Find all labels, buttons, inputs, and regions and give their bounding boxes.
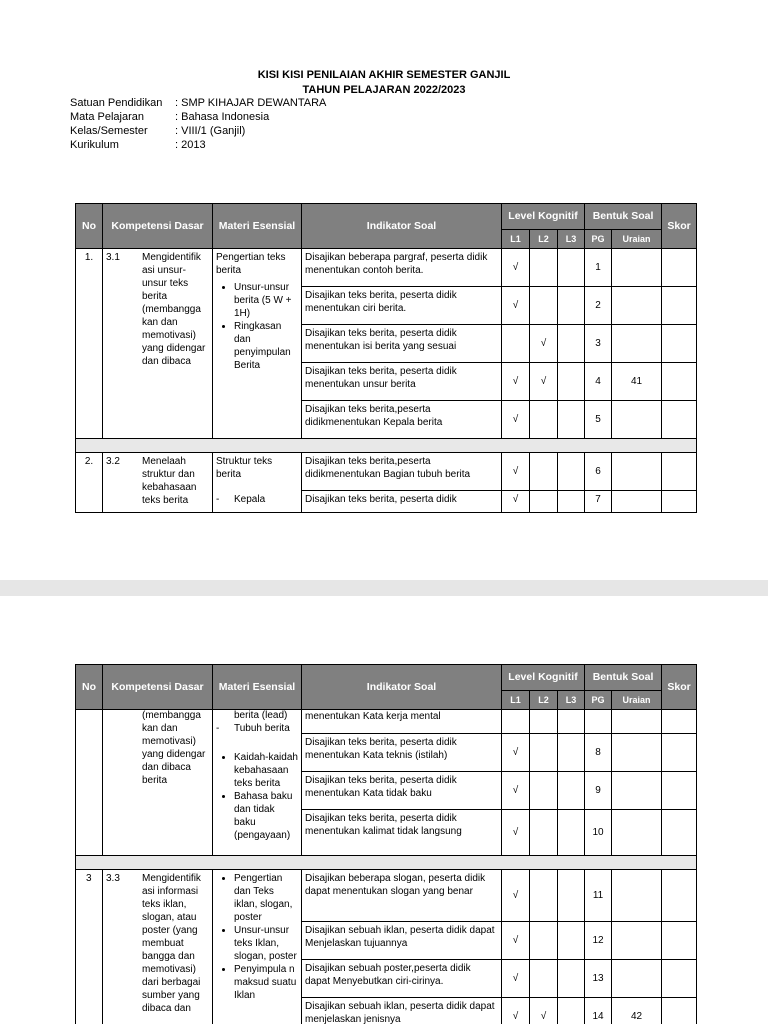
row-number: 2. <box>76 453 103 513</box>
l2-check: √ <box>530 363 558 401</box>
indikator-cell: Disajikan teks berita, peserta didik menentukan ciri berita. <box>302 287 502 325</box>
uraian-number <box>612 325 662 363</box>
uraian-number <box>612 401 662 439</box>
separator-row <box>76 439 697 453</box>
pg-number: 10 <box>585 810 612 856</box>
l3-check <box>558 491 585 513</box>
l1-check: √ <box>502 734 530 772</box>
table-row <box>76 453 697 491</box>
document-subtitle: TAHUN PELAJARAN 2022/2023 <box>302 84 466 96</box>
indikator-cell: Disajikan teks berita, peserta didik menentukan Kata tidak baku <box>302 772 502 810</box>
kisi-table-page-2 <box>75 664 697 1024</box>
pg-number: 7 <box>585 491 612 513</box>
skor-cell <box>662 363 697 401</box>
pg-number: 8 <box>585 734 612 772</box>
indikator-cell: Disajikan teks berita, peserta didik menentukan unsur berita <box>302 363 502 401</box>
l2-check <box>530 922 558 960</box>
indikator-cell: Disajikan beberapa slogan, peserta didik dapat menentukan slogan yang benar <box>302 870 502 922</box>
uraian-number <box>612 960 662 998</box>
skor-cell <box>662 325 697 363</box>
l1-check <box>502 325 530 363</box>
l3-check <box>558 810 585 856</box>
kompetensi-cell: 3.3 Mengidentifik asi informasi teks iklan, slogan, atau poster (yang membuat bangga dan memotivasi) dari berbagai sumber yang dibaca dan <box>103 870 213 1024</box>
materi-cell <box>213 870 302 1024</box>
col-l1: L1 <box>502 691 530 710</box>
meta-row-subject: Mata Pelajaran : Bahasa Indonesia <box>70 111 270 123</box>
materi-cell: Struktur teks berita - Kepala <box>213 453 302 513</box>
skor-cell <box>662 249 697 287</box>
indikator-cell: menentukan Kata kerja mental <box>302 710 502 734</box>
list-item: • Unsur-unsur berita (5 W + 1H) <box>234 281 298 320</box>
col-l3: L3 <box>558 691 585 710</box>
kompetensi-text: Mengidentifik asi unsur-unsur teks berita (membangga kan dan memotivasi) yang didengar dan dibaca <box>142 252 206 367</box>
document-page-2 <box>0 596 768 1024</box>
pg-number: 1 <box>585 249 612 287</box>
l1-check: √ <box>502 922 530 960</box>
uraian-number <box>612 870 662 922</box>
l3-check <box>558 401 585 439</box>
col-skor: Skor <box>662 665 697 710</box>
l2-check: √ <box>530 998 558 1024</box>
col-level-kognitif: Level Kognitif <box>502 665 585 691</box>
l3-check <box>558 998 585 1024</box>
list-item: Tubuh berita <box>234 723 290 734</box>
col-l2: L2 <box>530 230 558 249</box>
l2-check <box>530 870 558 922</box>
skor-cell <box>662 960 697 998</box>
l3-check <box>558 772 585 810</box>
col-level-kognitif: Level Kognitif <box>502 204 585 230</box>
pg-number: 13 <box>585 960 612 998</box>
l1-check: √ <box>502 287 530 325</box>
list-item: • Pengertian dan Teks iklan, slogan, poster <box>234 872 298 924</box>
l2-check <box>530 453 558 491</box>
l1-check: √ <box>502 363 530 401</box>
l1-check: √ <box>502 810 530 856</box>
materi-cell: Pengertian teks berita • Unsur-unsur berita (5 W + 1H) • Ringkasan dan penyimpulan Berita <box>213 249 302 439</box>
col-no: No <box>76 204 103 249</box>
skor-cell <box>662 870 697 922</box>
pg-number: 6 <box>585 453 612 491</box>
pg-number: 12 <box>585 922 612 960</box>
l2-check <box>530 734 558 772</box>
uraian-number <box>612 491 662 513</box>
list-item: • Bahasa baku dan tidak baku (pengayaan) <box>234 790 298 842</box>
pg-number: 9 <box>585 772 612 810</box>
kompetensi-cell: 3.2 Menelaah struktur dan kebahasaan teks berita <box>103 453 213 513</box>
l3-check <box>558 960 585 998</box>
document-title: KISI KISI PENILAIAN AKHIR SEMESTER GANJIL <box>257 69 511 81</box>
pg-number <box>585 710 612 734</box>
uraian-number <box>612 810 662 856</box>
indikator-cell: Disajikan teks berita,peserta didikmenentukan Bagian tubuh berita <box>302 453 502 491</box>
indikator-cell: Disajikan sebuah iklan, peserta didik dapat Menjelaskan tujuannya <box>302 922 502 960</box>
indikator-cell: Disajikan beberapa pargraf, peserta didik menentukan contoh berita. <box>302 249 502 287</box>
uraian-number <box>612 287 662 325</box>
list-item: • Penyimpula n maksud suatu Iklan <box>234 963 298 1002</box>
l3-check <box>558 453 585 491</box>
table-row <box>76 710 697 734</box>
indikator-cell: Disajikan sebuah iklan, peserta didik dapat menjelaskan jenisnya <box>302 998 502 1024</box>
col-materi: Materi Esensial <box>213 665 302 710</box>
col-l1: L1 <box>502 230 530 249</box>
list-item: Kepala <box>234 494 266 505</box>
l1-check: √ <box>502 491 530 513</box>
skor-cell <box>662 998 697 1024</box>
col-pg: PG <box>585 691 612 710</box>
l3-check <box>558 325 585 363</box>
kompetensi-text: Mengidentifik asi informasi teks iklan, slogan, atau poster (yang membuat bangga dan memotivasi) dari berbagai sumber yang dibaca dan <box>142 873 201 1014</box>
uraian-number <box>612 922 662 960</box>
row-number: 3 <box>76 870 103 1024</box>
row-number <box>76 710 103 856</box>
skor-cell <box>662 710 697 734</box>
col-uraian: Uraian <box>612 691 662 710</box>
kisi-table-page-1 <box>75 203 697 513</box>
uraian-number: 41 <box>612 363 662 401</box>
l2-check <box>530 960 558 998</box>
col-kompetensi: Kompetensi Dasar <box>103 204 213 249</box>
l3-check <box>558 249 585 287</box>
meta-row-class: Kelas/Semester : VIII/1 (Ganjil) <box>70 125 246 137</box>
table-row <box>76 870 697 922</box>
l2-check <box>530 772 558 810</box>
l1-check: √ <box>502 249 530 287</box>
l1-check: √ <box>502 870 530 922</box>
skor-cell <box>662 734 697 772</box>
uraian-number <box>612 772 662 810</box>
l1-check: √ <box>502 998 530 1024</box>
uraian-number <box>612 710 662 734</box>
l2-check <box>530 810 558 856</box>
indikator-cell: Disajikan teks berita, peserta didik <box>302 491 502 513</box>
col-no: No <box>76 665 103 710</box>
l3-check <box>558 287 585 325</box>
kompetensi-cell <box>103 710 213 856</box>
l3-check <box>558 363 585 401</box>
col-skor: Skor <box>662 204 697 249</box>
kompetensi-cell: 3.1 Mengidentifik asi unsur-unsur teks berita (membangga kan dan memotivasi) yang didengar dan dibaca <box>103 249 213 439</box>
l1-check: √ <box>502 453 530 491</box>
kompetensi-text: (membangga kan dan memotivasi) yang didengar dan dibaca berita <box>142 710 206 786</box>
indikator-cell: Disajikan teks berita, peserta didik menentukan isi berita yang sesuai <box>302 325 502 363</box>
pg-number: 3 <box>585 325 612 363</box>
col-l3: L3 <box>558 230 585 249</box>
l3-check <box>558 710 585 734</box>
l2-check <box>530 287 558 325</box>
skor-cell <box>662 401 697 439</box>
list-item: • Ringkasan dan penyimpulan Berita <box>234 320 298 372</box>
col-l2: L2 <box>530 691 558 710</box>
skor-cell <box>662 287 697 325</box>
uraian-number: 42 <box>612 998 662 1024</box>
list-item: • Kaidah-kaidah kebahasaan teks berita <box>234 751 298 790</box>
l2-check <box>530 249 558 287</box>
pg-number: 5 <box>585 401 612 439</box>
l2-check <box>530 401 558 439</box>
list-item: • Unsur-unsur teks Iklan, slogan, poster <box>234 924 298 963</box>
col-indikator: Indikator Soal <box>302 665 502 710</box>
skor-cell <box>662 453 697 491</box>
col-bentuk-soal: Bentuk Soal <box>585 665 662 691</box>
l2-check <box>530 710 558 734</box>
skor-cell <box>662 772 697 810</box>
l1-check: √ <box>502 960 530 998</box>
pg-number: 14 <box>585 998 612 1024</box>
l3-check <box>558 870 585 922</box>
col-materi: Materi Esensial <box>213 204 302 249</box>
uraian-number <box>612 734 662 772</box>
pg-number: 2 <box>585 287 612 325</box>
col-kompetensi: Kompetensi Dasar <box>103 665 213 710</box>
indikator-cell: Disajikan sebuah poster,peserta didik dapat Menyebutkan ciri-cirinya. <box>302 960 502 998</box>
table-row <box>76 249 697 287</box>
l3-check <box>558 734 585 772</box>
col-bentuk-soal: Bentuk Soal <box>585 204 662 230</box>
l1-check: √ <box>502 401 530 439</box>
l3-check <box>558 922 585 960</box>
indikator-cell: Disajikan teks berita, peserta didik menentukan Kata teknis (istilah) <box>302 734 502 772</box>
meta-row-school: Satuan Pendidikan : SMP KIHAJAR DEWANTARA <box>70 97 327 109</box>
skor-cell <box>662 491 697 513</box>
uraian-number <box>612 249 662 287</box>
uraian-number <box>612 453 662 491</box>
pg-number: 11 <box>585 870 612 922</box>
materi-cell: berita (lead) - Tubuh berita • Kaidah-kaidah kebahasaan teks berita • Bahasa baku dan tidak baku (pengayaan) <box>213 710 302 856</box>
indikator-cell: Disajikan teks berita, peserta didik menentukan kalimat tidak langsung <box>302 810 502 856</box>
kompetensi-text: Menelaah struktur dan kebahasaan teks berita <box>142 456 197 506</box>
skor-cell <box>662 810 697 856</box>
l2-check <box>530 491 558 513</box>
indikator-cell: Disajikan teks berita,peserta didikmenentukan Kepala berita <box>302 401 502 439</box>
l1-check <box>502 710 530 734</box>
pg-number: 4 <box>585 363 612 401</box>
col-uraian: Uraian <box>612 230 662 249</box>
l2-check: √ <box>530 325 558 363</box>
col-indikator: Indikator Soal <box>302 204 502 249</box>
l1-check: √ <box>502 772 530 810</box>
skor-cell <box>662 922 697 960</box>
meta-row-curriculum: Kurikulum : 2013 <box>70 139 206 151</box>
row-number: 1. <box>76 249 103 439</box>
col-pg: PG <box>585 230 612 249</box>
separator-row <box>76 856 697 870</box>
